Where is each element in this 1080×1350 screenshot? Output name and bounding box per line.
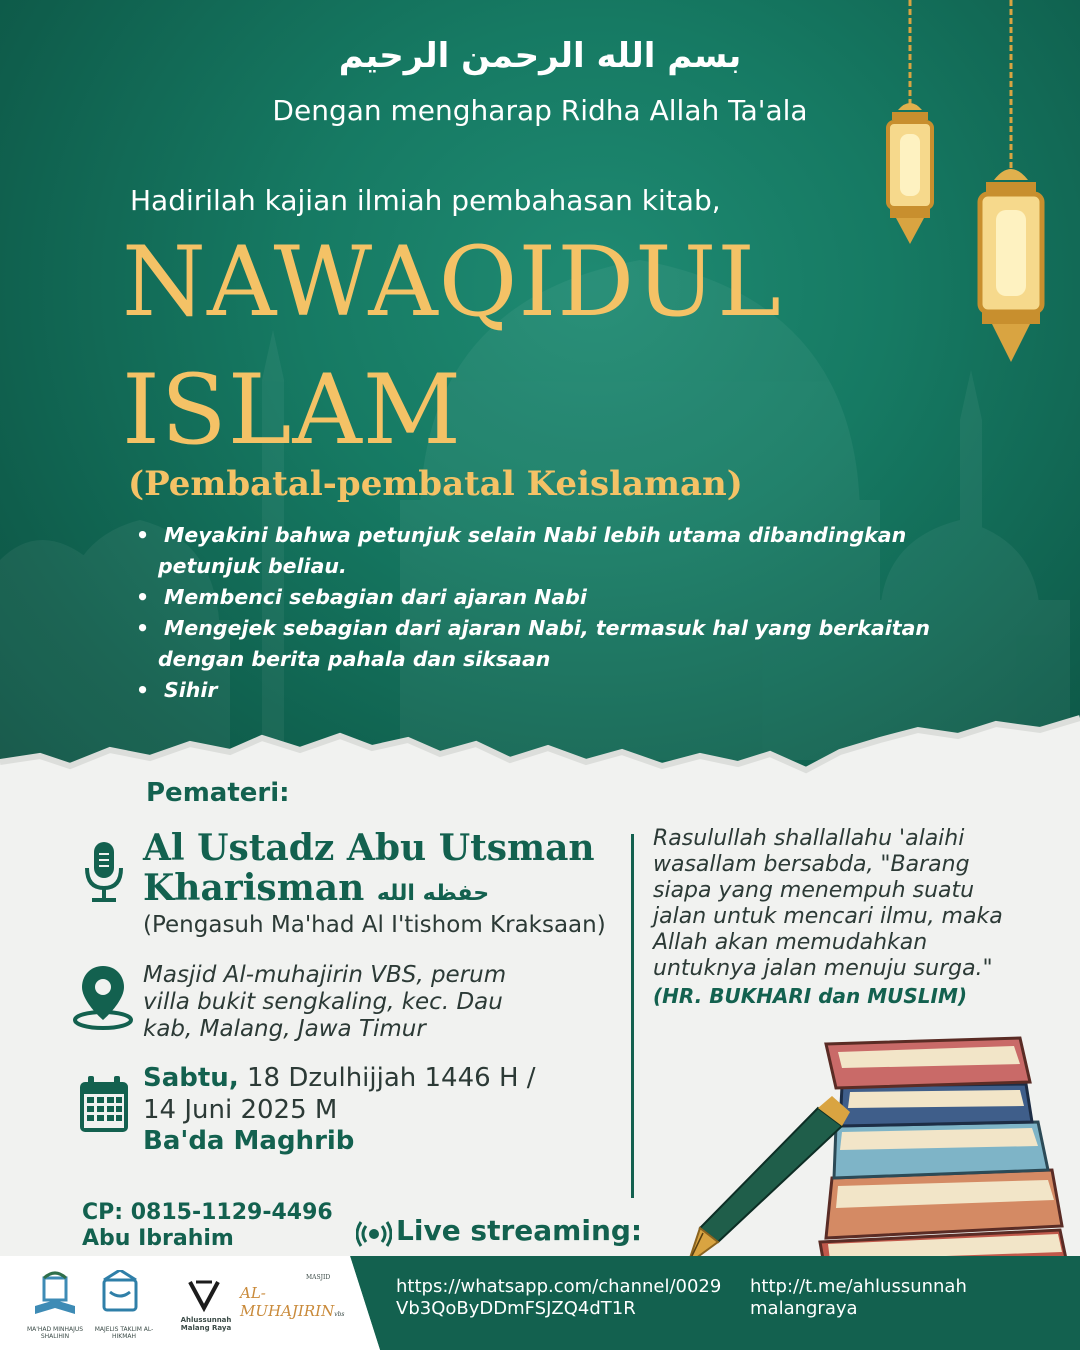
hadith-quote: Rasulullah shallallahu 'alaihi wasallam bersabda, "Barang siapa yang menempuh suatu jalan untuk mencari ilmu, maka Allah akan memudahkan untuknya jalan menuju surga." — [653, 826, 1003, 981]
hadith-source: (HR. BUKHARI dan MUSLIM) — [653, 984, 968, 1008]
whatsapp-channel-link[interactable]: https://whatsapp.com/channel/0029 Vb3QoByDDmFSJZQ4dT1R — [396, 1276, 722, 1319]
honorific: حفظه الله — [376, 881, 490, 906]
intro-text: Dengan mengharap Ridha Allah Ta'ala — [272, 94, 808, 127]
event-day: Sabtu, — [143, 1063, 239, 1093]
speaker-role: (Pengasuh Ma'had Al I'tishom Kraksaan) — [143, 912, 606, 938]
event-time: Ba'da Maghrib — [143, 1126, 355, 1156]
list-item: • Sihir — [136, 675, 956, 706]
book-subtitle: (Pembatal-pembatal Keislaman) — [128, 464, 743, 504]
calendar-icon — [78, 1076, 130, 1134]
contact-name: Abu Ibrahim — [82, 1226, 234, 1251]
event-gregorian-date: 14 Juni 2025 M — [143, 1095, 338, 1125]
broadcast-icon — [356, 1220, 392, 1248]
organizer-logos — [0, 1256, 362, 1350]
speaker-label: Pemateri: — [146, 778, 290, 808]
contact-person — [82, 1200, 333, 1252]
telegram-link[interactable]: http://t.me/ahlussunnah malangraya — [750, 1276, 967, 1319]
invitation-text: Hadirilah kajian ilmiah pembahasan kitab, — [130, 184, 721, 217]
list-item: • Meyakini bahwa petunjuk selain Nabi lebih utama dibandingkan petunjuk beliau. — [136, 520, 956, 582]
books-illustration — [670, 1030, 1080, 1290]
ahlussunnah-logo — [184, 1278, 224, 1314]
live-streaming-label: Live streaming: — [396, 1214, 643, 1247]
al-muhajirin-logo: MASJID AL-MUHAJIRINvbs — [240, 1274, 345, 1320]
list-item: • Mengejek sebagian dari ajaran Nabi, termasuk hal yang berkaitan dengan berita pahala dan siksaan — [136, 613, 956, 675]
event-hijri-date: 18 Dzulhijjah 1446 H / — [246, 1063, 536, 1093]
book-title-line1: NAWAQIDUL — [122, 226, 782, 338]
venue-address: Masjid Al-muhajirin VBS, perum villa bukit sengkaling, kec. Dau kab, Malang, Jawa Timur — [143, 962, 507, 1042]
event-date — [143, 1062, 583, 1126]
al-hikmah-logo — [100, 1270, 140, 1320]
topic-list — [136, 520, 956, 706]
speaker-name: Al Ustadz Abu Utsman Kharisman حفظه الله — [143, 827, 595, 909]
divider — [631, 834, 634, 1198]
logo2-caption: MAJELIS TAKLIM AL-HIKMAH — [94, 1326, 154, 1340]
logo3-caption: Ahlussunnah Malang Raya — [180, 1316, 232, 1332]
bismillah: بسم الله الرحمن الرحيم — [338, 36, 742, 76]
book-title-line2: ISLAM — [122, 354, 463, 466]
contact-phone[interactable]: CP: 0815-1129-4496 — [82, 1200, 333, 1225]
location-pin-icon — [72, 964, 134, 1030]
microphone-icon — [82, 840, 126, 904]
list-item: • Membenci sebagian dari ajaran Nabi — [136, 582, 956, 613]
logo1-caption: MA'HAD MINHAJUS SHALIHIN — [26, 1326, 84, 1340]
minhajus-shalihin-logo — [30, 1270, 80, 1320]
